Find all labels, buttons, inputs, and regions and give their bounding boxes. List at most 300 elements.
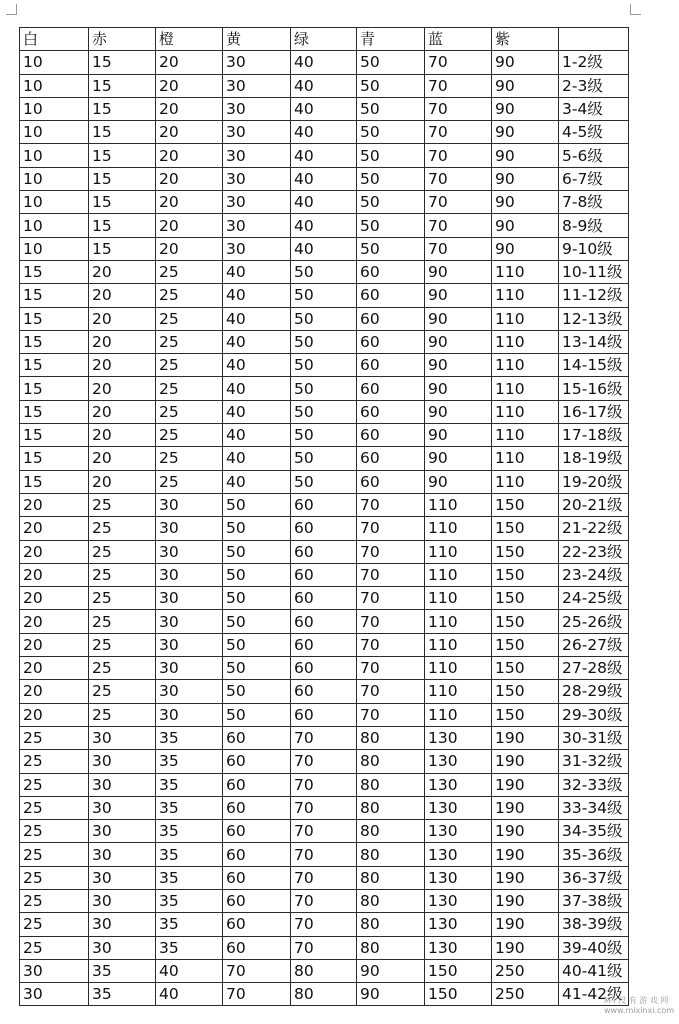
level-range-cell: 22-23级 xyxy=(559,540,629,563)
table-cell: 40 xyxy=(291,97,357,120)
table-cell: 35 xyxy=(156,796,223,819)
level-range-cell: 14-15级 xyxy=(559,354,629,377)
table-cell: 40 xyxy=(291,167,357,190)
table-row xyxy=(20,447,629,470)
table-cell: 70 xyxy=(223,983,291,1006)
table-cell: 70 xyxy=(291,889,357,912)
table-cell: 25 xyxy=(156,354,223,377)
table-cell: 60 xyxy=(291,657,357,680)
table-row xyxy=(20,74,629,97)
table-cell: 60 xyxy=(291,540,357,563)
table-cell: 90 xyxy=(425,377,492,400)
table-cell: 60 xyxy=(291,610,357,633)
table-cell: 60 xyxy=(223,866,291,889)
table-cell: 80 xyxy=(357,913,425,936)
table-cell: 25 xyxy=(156,470,223,493)
table-cell: 40 xyxy=(291,191,357,214)
table-row xyxy=(20,773,629,796)
table-cell: 70 xyxy=(291,913,357,936)
table-cell: 50 xyxy=(291,424,357,447)
table-cell: 50 xyxy=(357,121,425,144)
table-cell: 90 xyxy=(425,470,492,493)
table-row xyxy=(20,51,629,74)
table-cell: 25 xyxy=(89,587,156,610)
table-cell: 35 xyxy=(156,773,223,796)
table-cell: 35 xyxy=(89,959,156,982)
table-cell: 70 xyxy=(357,680,425,703)
table-cell: 130 xyxy=(425,750,492,773)
level-range-cell: 32-33级 xyxy=(559,773,629,796)
table-row xyxy=(20,633,629,656)
table-cell: 150 xyxy=(492,680,559,703)
table-cell: 90 xyxy=(425,400,492,423)
table-cell: 25 xyxy=(156,424,223,447)
table-cell: 150 xyxy=(492,703,559,726)
level-range-cell: 37-38级 xyxy=(559,889,629,912)
table-cell: 40 xyxy=(291,144,357,167)
table-cell: 15 xyxy=(20,424,89,447)
table-cell: 30 xyxy=(223,121,291,144)
table-cell: 50 xyxy=(223,493,291,516)
table-cell: 15 xyxy=(89,214,156,237)
table-cell: 70 xyxy=(357,633,425,656)
table-cell: 35 xyxy=(156,726,223,749)
table-cell: 25 xyxy=(20,913,89,936)
table-cell: 30 xyxy=(156,587,223,610)
table-cell: 110 xyxy=(492,330,559,353)
table-cell: 40 xyxy=(223,424,291,447)
table-cell: 250 xyxy=(492,983,559,1006)
table-cell: 10 xyxy=(20,121,89,144)
table-cell: 250 xyxy=(492,959,559,982)
level-range-cell: 26-27级 xyxy=(559,633,629,656)
table-cell: 110 xyxy=(425,587,492,610)
table-cell: 25 xyxy=(89,610,156,633)
table-cell: 150 xyxy=(492,563,559,586)
level-table-body xyxy=(20,28,629,1006)
table-cell: 70 xyxy=(425,144,492,167)
level-range-cell: 23-24级 xyxy=(559,563,629,586)
table-cell: 40 xyxy=(291,237,357,260)
table-row xyxy=(20,191,629,214)
table-cell: 80 xyxy=(357,820,425,843)
table-cell: 190 xyxy=(492,889,559,912)
table-cell: 60 xyxy=(223,750,291,773)
table-cell: 150 xyxy=(492,633,559,656)
level-range-cell: 31-32级 xyxy=(559,750,629,773)
watermark-line-2: www.mixinxi.com xyxy=(604,1006,675,1015)
table-cell: 60 xyxy=(357,330,425,353)
level-range-cell: 8-9级 xyxy=(559,214,629,237)
level-range-cell: 19-20级 xyxy=(559,470,629,493)
table-cell: 10 xyxy=(20,74,89,97)
table-cell: 90 xyxy=(425,307,492,330)
table-row xyxy=(20,377,629,400)
table-cell: 30 xyxy=(156,493,223,516)
table-cell: 25 xyxy=(89,680,156,703)
table-row xyxy=(20,470,629,493)
table-cell: 50 xyxy=(291,447,357,470)
table-cell: 40 xyxy=(291,121,357,144)
table-cell: 40 xyxy=(223,470,291,493)
level-range-cell: 6-7级 xyxy=(559,167,629,190)
table-cell: 110 xyxy=(492,400,559,423)
table-cell: 30 xyxy=(89,796,156,819)
table-cell: 15 xyxy=(89,121,156,144)
table-cell: 50 xyxy=(223,680,291,703)
table-cell: 70 xyxy=(425,167,492,190)
table-cell: 10 xyxy=(20,51,89,74)
table-cell: 50 xyxy=(357,97,425,120)
table-row xyxy=(20,889,629,912)
table-cell: 60 xyxy=(223,936,291,959)
table-cell: 150 xyxy=(492,540,559,563)
table-row xyxy=(20,610,629,633)
table-cell: 10 xyxy=(20,167,89,190)
table-cell: 25 xyxy=(20,936,89,959)
table-cell: 35 xyxy=(89,983,156,1006)
table-cell: 110 xyxy=(492,470,559,493)
table-cell: 50 xyxy=(223,657,291,680)
level-range-cell: 2-3级 xyxy=(559,74,629,97)
table-cell: 60 xyxy=(357,424,425,447)
table-cell: 30 xyxy=(223,167,291,190)
table-cell: 70 xyxy=(425,74,492,97)
level-range-cell: 13-14级 xyxy=(559,330,629,353)
level-range-cell: 10-11级 xyxy=(559,260,629,283)
level-range-cell: 39-40级 xyxy=(559,936,629,959)
table-cell: 110 xyxy=(425,493,492,516)
table-row xyxy=(20,959,629,982)
table-cell: 130 xyxy=(425,820,492,843)
table-cell: 50 xyxy=(357,237,425,260)
table-cell: 40 xyxy=(223,447,291,470)
level-range-cell: 1-2级 xyxy=(559,51,629,74)
table-cell: 10 xyxy=(20,237,89,260)
table-cell: 10 xyxy=(20,144,89,167)
table-cell: 110 xyxy=(425,540,492,563)
table-cell: 70 xyxy=(425,237,492,260)
level-range-cell: 30-31级 xyxy=(559,726,629,749)
table-cell: 80 xyxy=(357,889,425,912)
table-cell: 20 xyxy=(20,587,89,610)
table-row xyxy=(20,167,629,190)
table-cell: 130 xyxy=(425,773,492,796)
table-cell: 60 xyxy=(357,354,425,377)
table-cell: 50 xyxy=(223,563,291,586)
table-cell: 70 xyxy=(357,703,425,726)
table-cell: 40 xyxy=(223,377,291,400)
table-cell: 70 xyxy=(291,843,357,866)
table-row xyxy=(20,517,629,540)
table-cell: 40 xyxy=(223,354,291,377)
table-cell: 50 xyxy=(291,284,357,307)
table-cell: 30 xyxy=(20,959,89,982)
table-cell: 60 xyxy=(223,773,291,796)
table-row xyxy=(20,983,629,1006)
table-row xyxy=(20,97,629,120)
table-cell: 20 xyxy=(20,703,89,726)
table-cell: 50 xyxy=(291,354,357,377)
table-cell: 30 xyxy=(89,773,156,796)
table-cell: 20 xyxy=(20,517,89,540)
table-cell: 190 xyxy=(492,773,559,796)
table-row xyxy=(20,237,629,260)
table-cell: 20 xyxy=(89,260,156,283)
table-cell: 40 xyxy=(223,400,291,423)
table-cell: 150 xyxy=(492,610,559,633)
table-cell: 25 xyxy=(89,633,156,656)
level-range-cell: 4-5级 xyxy=(559,121,629,144)
table-row xyxy=(20,703,629,726)
table-cell: 15 xyxy=(20,400,89,423)
column-header xyxy=(559,28,629,51)
table-cell: 20 xyxy=(89,354,156,377)
table-cell: 50 xyxy=(291,330,357,353)
table-cell: 20 xyxy=(89,284,156,307)
table-cell: 10 xyxy=(20,191,89,214)
table-cell: 110 xyxy=(492,447,559,470)
table-cell: 25 xyxy=(20,820,89,843)
table-cell: 10 xyxy=(20,214,89,237)
table-cell: 15 xyxy=(20,470,89,493)
table-cell: 80 xyxy=(357,866,425,889)
table-cell: 30 xyxy=(223,237,291,260)
table-cell: 25 xyxy=(89,540,156,563)
table-cell: 70 xyxy=(425,121,492,144)
table-cell: 50 xyxy=(291,400,357,423)
table-cell: 30 xyxy=(89,843,156,866)
level-range-cell: 20-21级 xyxy=(559,493,629,516)
table-cell: 90 xyxy=(492,214,559,237)
table-cell: 190 xyxy=(492,820,559,843)
table-cell: 35 xyxy=(156,843,223,866)
table-cell: 30 xyxy=(223,74,291,97)
table-cell: 90 xyxy=(425,330,492,353)
table-cell: 110 xyxy=(425,703,492,726)
table-cell: 20 xyxy=(89,307,156,330)
table-cell: 110 xyxy=(492,424,559,447)
table-cell: 50 xyxy=(223,540,291,563)
level-range-cell: 36-37级 xyxy=(559,866,629,889)
table-cell: 30 xyxy=(89,726,156,749)
table-cell: 20 xyxy=(156,191,223,214)
page-corner-mark-right xyxy=(630,4,641,15)
table-cell: 25 xyxy=(20,773,89,796)
table-cell: 150 xyxy=(425,959,492,982)
table-cell: 30 xyxy=(156,680,223,703)
table-cell: 50 xyxy=(223,587,291,610)
table-cell: 30 xyxy=(156,563,223,586)
table-cell: 35 xyxy=(156,820,223,843)
table-cell: 20 xyxy=(20,610,89,633)
table-cell: 15 xyxy=(20,284,89,307)
table-row xyxy=(20,540,629,563)
table-row xyxy=(20,796,629,819)
table-cell: 150 xyxy=(425,983,492,1006)
table-cell: 30 xyxy=(223,191,291,214)
table-cell: 60 xyxy=(291,493,357,516)
table-row xyxy=(20,354,629,377)
table-row xyxy=(20,726,629,749)
table-cell: 70 xyxy=(291,936,357,959)
table-cell: 20 xyxy=(156,51,223,74)
column-header: 蓝 xyxy=(425,28,492,51)
table-cell: 90 xyxy=(492,191,559,214)
table-cell: 70 xyxy=(291,866,357,889)
level-range-cell: 11-12级 xyxy=(559,284,629,307)
table-cell: 110 xyxy=(425,610,492,633)
column-header: 青 xyxy=(357,28,425,51)
table-cell: 70 xyxy=(291,750,357,773)
table-row xyxy=(20,843,629,866)
table-cell: 15 xyxy=(89,144,156,167)
table-cell: 90 xyxy=(492,97,559,120)
table-cell: 25 xyxy=(89,657,156,680)
table-cell: 60 xyxy=(223,820,291,843)
table-cell: 15 xyxy=(20,260,89,283)
table-row xyxy=(20,913,629,936)
table-cell: 70 xyxy=(291,726,357,749)
level-range-cell: 35-36级 xyxy=(559,843,629,866)
level-range-cell: 16-17级 xyxy=(559,400,629,423)
table-cell: 30 xyxy=(89,913,156,936)
level-range-cell: 12-13级 xyxy=(559,307,629,330)
table-cell: 70 xyxy=(357,517,425,540)
table-cell: 110 xyxy=(492,307,559,330)
table-cell: 15 xyxy=(89,191,156,214)
table-cell: 25 xyxy=(89,563,156,586)
table-cell: 15 xyxy=(20,307,89,330)
table-cell: 30 xyxy=(89,889,156,912)
table-row xyxy=(20,400,629,423)
page-corner-mark-left xyxy=(6,4,17,15)
table-cell: 40 xyxy=(223,260,291,283)
table-cell: 110 xyxy=(425,517,492,540)
table-cell: 35 xyxy=(156,936,223,959)
table-cell: 60 xyxy=(357,307,425,330)
table-row xyxy=(20,657,629,680)
table-cell: 15 xyxy=(89,51,156,74)
table-cell: 80 xyxy=(357,726,425,749)
table-cell: 20 xyxy=(20,563,89,586)
table-cell: 40 xyxy=(223,330,291,353)
table-cell: 90 xyxy=(492,237,559,260)
level-range-cell: 3-4级 xyxy=(559,97,629,120)
table-cell: 25 xyxy=(156,447,223,470)
table-cell: 50 xyxy=(291,377,357,400)
table-header-row xyxy=(20,28,629,51)
table-cell: 110 xyxy=(425,633,492,656)
table-cell: 70 xyxy=(357,610,425,633)
level-range-cell: 34-35级 xyxy=(559,820,629,843)
table-row xyxy=(20,214,629,237)
table-cell: 30 xyxy=(223,51,291,74)
table-cell: 30 xyxy=(156,540,223,563)
table-cell: 80 xyxy=(357,796,425,819)
table-cell: 60 xyxy=(357,470,425,493)
table-cell: 70 xyxy=(425,191,492,214)
table-row xyxy=(20,680,629,703)
level-range-cell: 40-41级 xyxy=(559,959,629,982)
table-cell: 60 xyxy=(291,587,357,610)
table-cell: 20 xyxy=(89,424,156,447)
table-cell: 50 xyxy=(357,144,425,167)
table-cell: 130 xyxy=(425,843,492,866)
table-cell: 30 xyxy=(223,144,291,167)
table-cell: 90 xyxy=(425,354,492,377)
table-cell: 15 xyxy=(20,377,89,400)
table-cell: 25 xyxy=(20,796,89,819)
table-cell: 20 xyxy=(20,657,89,680)
table-cell: 70 xyxy=(357,540,425,563)
table-cell: 20 xyxy=(156,237,223,260)
table-cell: 15 xyxy=(89,167,156,190)
table-cell: 70 xyxy=(291,820,357,843)
table-cell: 70 xyxy=(357,657,425,680)
table-cell: 30 xyxy=(89,750,156,773)
table-cell: 30 xyxy=(223,214,291,237)
table-cell: 60 xyxy=(223,889,291,912)
table-cell: 60 xyxy=(291,633,357,656)
level-range-cell: 38-39级 xyxy=(559,913,629,936)
table-cell: 50 xyxy=(357,191,425,214)
table-row xyxy=(20,820,629,843)
table-cell: 20 xyxy=(89,377,156,400)
table-cell: 70 xyxy=(357,493,425,516)
table-cell: 90 xyxy=(425,424,492,447)
table-cell: 25 xyxy=(20,843,89,866)
table-cell: 60 xyxy=(223,843,291,866)
table-cell: 60 xyxy=(357,284,425,307)
table-cell: 90 xyxy=(492,74,559,97)
table-cell: 20 xyxy=(89,447,156,470)
table-cell: 70 xyxy=(291,796,357,819)
table-cell: 50 xyxy=(357,51,425,74)
table-cell: 20 xyxy=(156,167,223,190)
table-row xyxy=(20,493,629,516)
table-cell: 90 xyxy=(492,121,559,144)
table-cell: 50 xyxy=(291,307,357,330)
table-cell: 25 xyxy=(156,400,223,423)
table-cell: 190 xyxy=(492,866,559,889)
level-range-cell: 5-6级 xyxy=(559,144,629,167)
table-row xyxy=(20,750,629,773)
table-cell: 20 xyxy=(156,97,223,120)
table-cell: 25 xyxy=(156,260,223,283)
table-cell: 25 xyxy=(156,284,223,307)
column-header: 橙 xyxy=(156,28,223,51)
watermark-line-1: M i 没 有 游 戏 网 xyxy=(604,996,669,1005)
table-cell: 90 xyxy=(425,284,492,307)
table-cell: 50 xyxy=(291,470,357,493)
level-range-cell: 27-28级 xyxy=(559,657,629,680)
table-cell: 30 xyxy=(89,866,156,889)
level-range-cell: 41-42级 xyxy=(559,983,629,1006)
table-cell: 70 xyxy=(223,959,291,982)
table-cell: 130 xyxy=(425,726,492,749)
level-range-cell: 9-10级 xyxy=(559,237,629,260)
level-range-cell: 29-30级 xyxy=(559,703,629,726)
table-cell: 40 xyxy=(291,74,357,97)
table-cell: 150 xyxy=(492,493,559,516)
table-row xyxy=(20,424,629,447)
level-table xyxy=(19,27,629,1006)
table-cell: 80 xyxy=(357,750,425,773)
table-cell: 50 xyxy=(223,517,291,540)
table-cell: 35 xyxy=(156,750,223,773)
table-cell: 80 xyxy=(357,843,425,866)
